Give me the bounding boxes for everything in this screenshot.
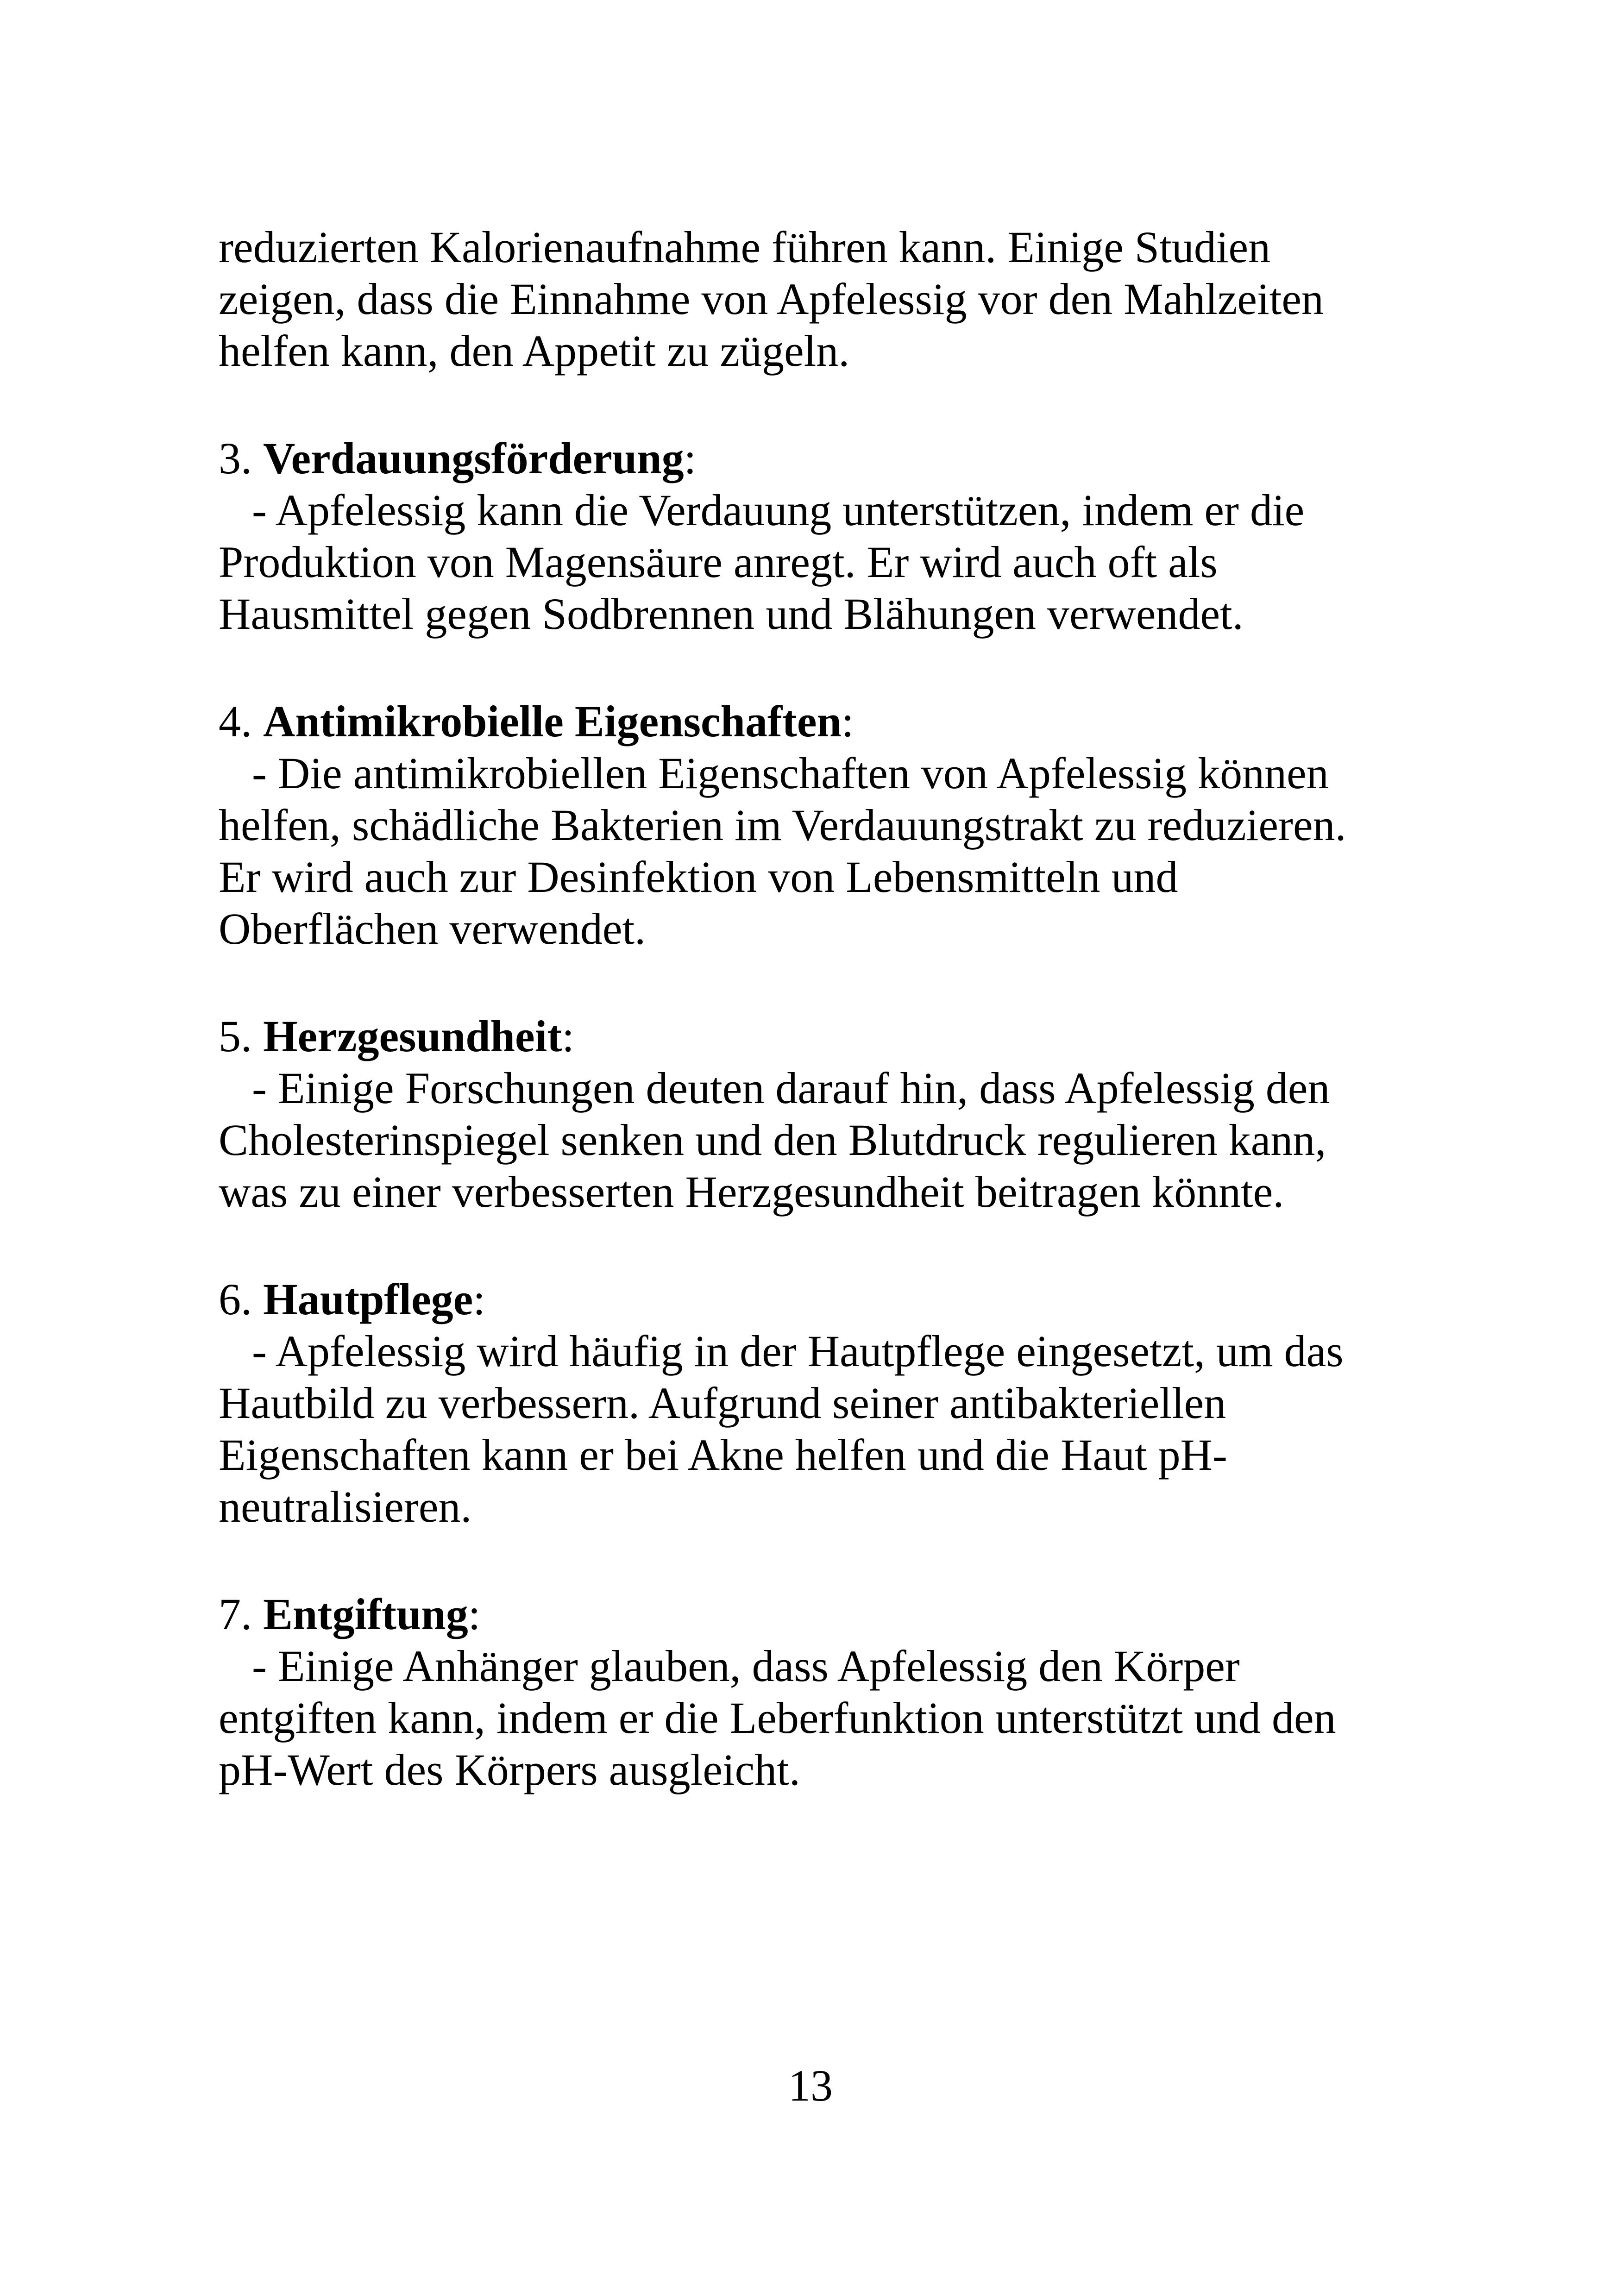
text-line: zeigen, dass die Einnahme von Apfelessig vor den Mahlzeiten [219, 274, 1324, 324]
intro-paragraph [219, 221, 1441, 377]
text-line: Produktion von Magensäure anregt. Er wird auch oft als [219, 537, 1218, 587]
section-number: 3. [219, 433, 252, 483]
text-line: pH-Wert des Körpers ausgleicht. [219, 1745, 800, 1794]
section-herzgesundheit [219, 1010, 1441, 1218]
text-line: reduzierten Kalorienaufnahme führen kann. Einige Studien [219, 222, 1271, 272]
section-heading [219, 1273, 1441, 1325]
section-verdauungsfoerderung [219, 433, 1441, 640]
section-title: Verdauungsförderung [263, 433, 684, 483]
page-number: 13 [788, 2061, 833, 2110]
section-title: Antimikrobielle Eigenschaften [263, 696, 842, 746]
text-line: Hautbild zu verbessern. Aufgrund seiner antibakteriellen [219, 1378, 1226, 1428]
heading-colon: : [473, 1274, 485, 1324]
text-line: Er wird auch zur Desinfektion von Lebensmitteln und [219, 852, 1178, 902]
text-line: Oberflächen verwendet. [219, 904, 646, 954]
text-line: - Die antimikrobiellen Eigenschaften von Apfelessig können [219, 748, 1329, 798]
section-number: 5. [219, 1011, 252, 1061]
section-heading [219, 1010, 1441, 1062]
section-heading [219, 1588, 1441, 1640]
text-line: helfen, schädliche Bakterien im Verdauungstrakt zu reduzieren. [219, 800, 1346, 850]
text-line: Hausmittel gegen Sodbrennen und Blähungen verwendet. [219, 589, 1244, 639]
section-title: Herzgesundheit [263, 1011, 562, 1061]
heading-colon: : [562, 1011, 574, 1061]
text-line: neutralisieren. [219, 1482, 472, 1531]
heading-colon: : [468, 1589, 481, 1639]
section-hautpflege [219, 1273, 1441, 1533]
text-line: was zu einer verbesserten Herzgesundheit beitragen könnte. [219, 1167, 1284, 1217]
section-entgiftung [219, 1588, 1441, 1796]
text-line: - Einige Anhänger glauben, dass Apfelessig den Körper [219, 1641, 1240, 1691]
section-antimikrobielle-eigenschaften [219, 696, 1441, 955]
section-number: 7. [219, 1589, 252, 1639]
heading-colon: : [841, 696, 854, 746]
text-line: - Apfelessig kann die Verdauung unterstützen, indem er die [219, 485, 1305, 535]
text-line: - Apfelessig wird häufig in der Hautpflege eingesetzt, um das [219, 1326, 1344, 1376]
text-line: Eigenschaften kann er bei Akne helfen und die Haut pH- [219, 1430, 1227, 1480]
section-title: Entgiftung [263, 1589, 468, 1639]
section-heading [219, 433, 1441, 484]
text-line: Cholesterinspiegel senken und den Blutdruck regulieren kann, [219, 1115, 1326, 1165]
page-content [219, 221, 1441, 1796]
text-line: helfen kann, den Appetit zu zügeln. [219, 326, 850, 376]
text-line: entgiften kann, indem er die Leberfunktion unterstützt und den [219, 1693, 1336, 1743]
section-heading [219, 696, 1441, 747]
heading-colon: : [684, 433, 697, 483]
text-line: - Einige Forschungen deuten darauf hin, dass Apfelessig den [219, 1063, 1330, 1113]
section-number: 6. [219, 1274, 252, 1324]
section-number: 4. [219, 696, 252, 746]
section-title: Hautpflege [263, 1274, 473, 1324]
